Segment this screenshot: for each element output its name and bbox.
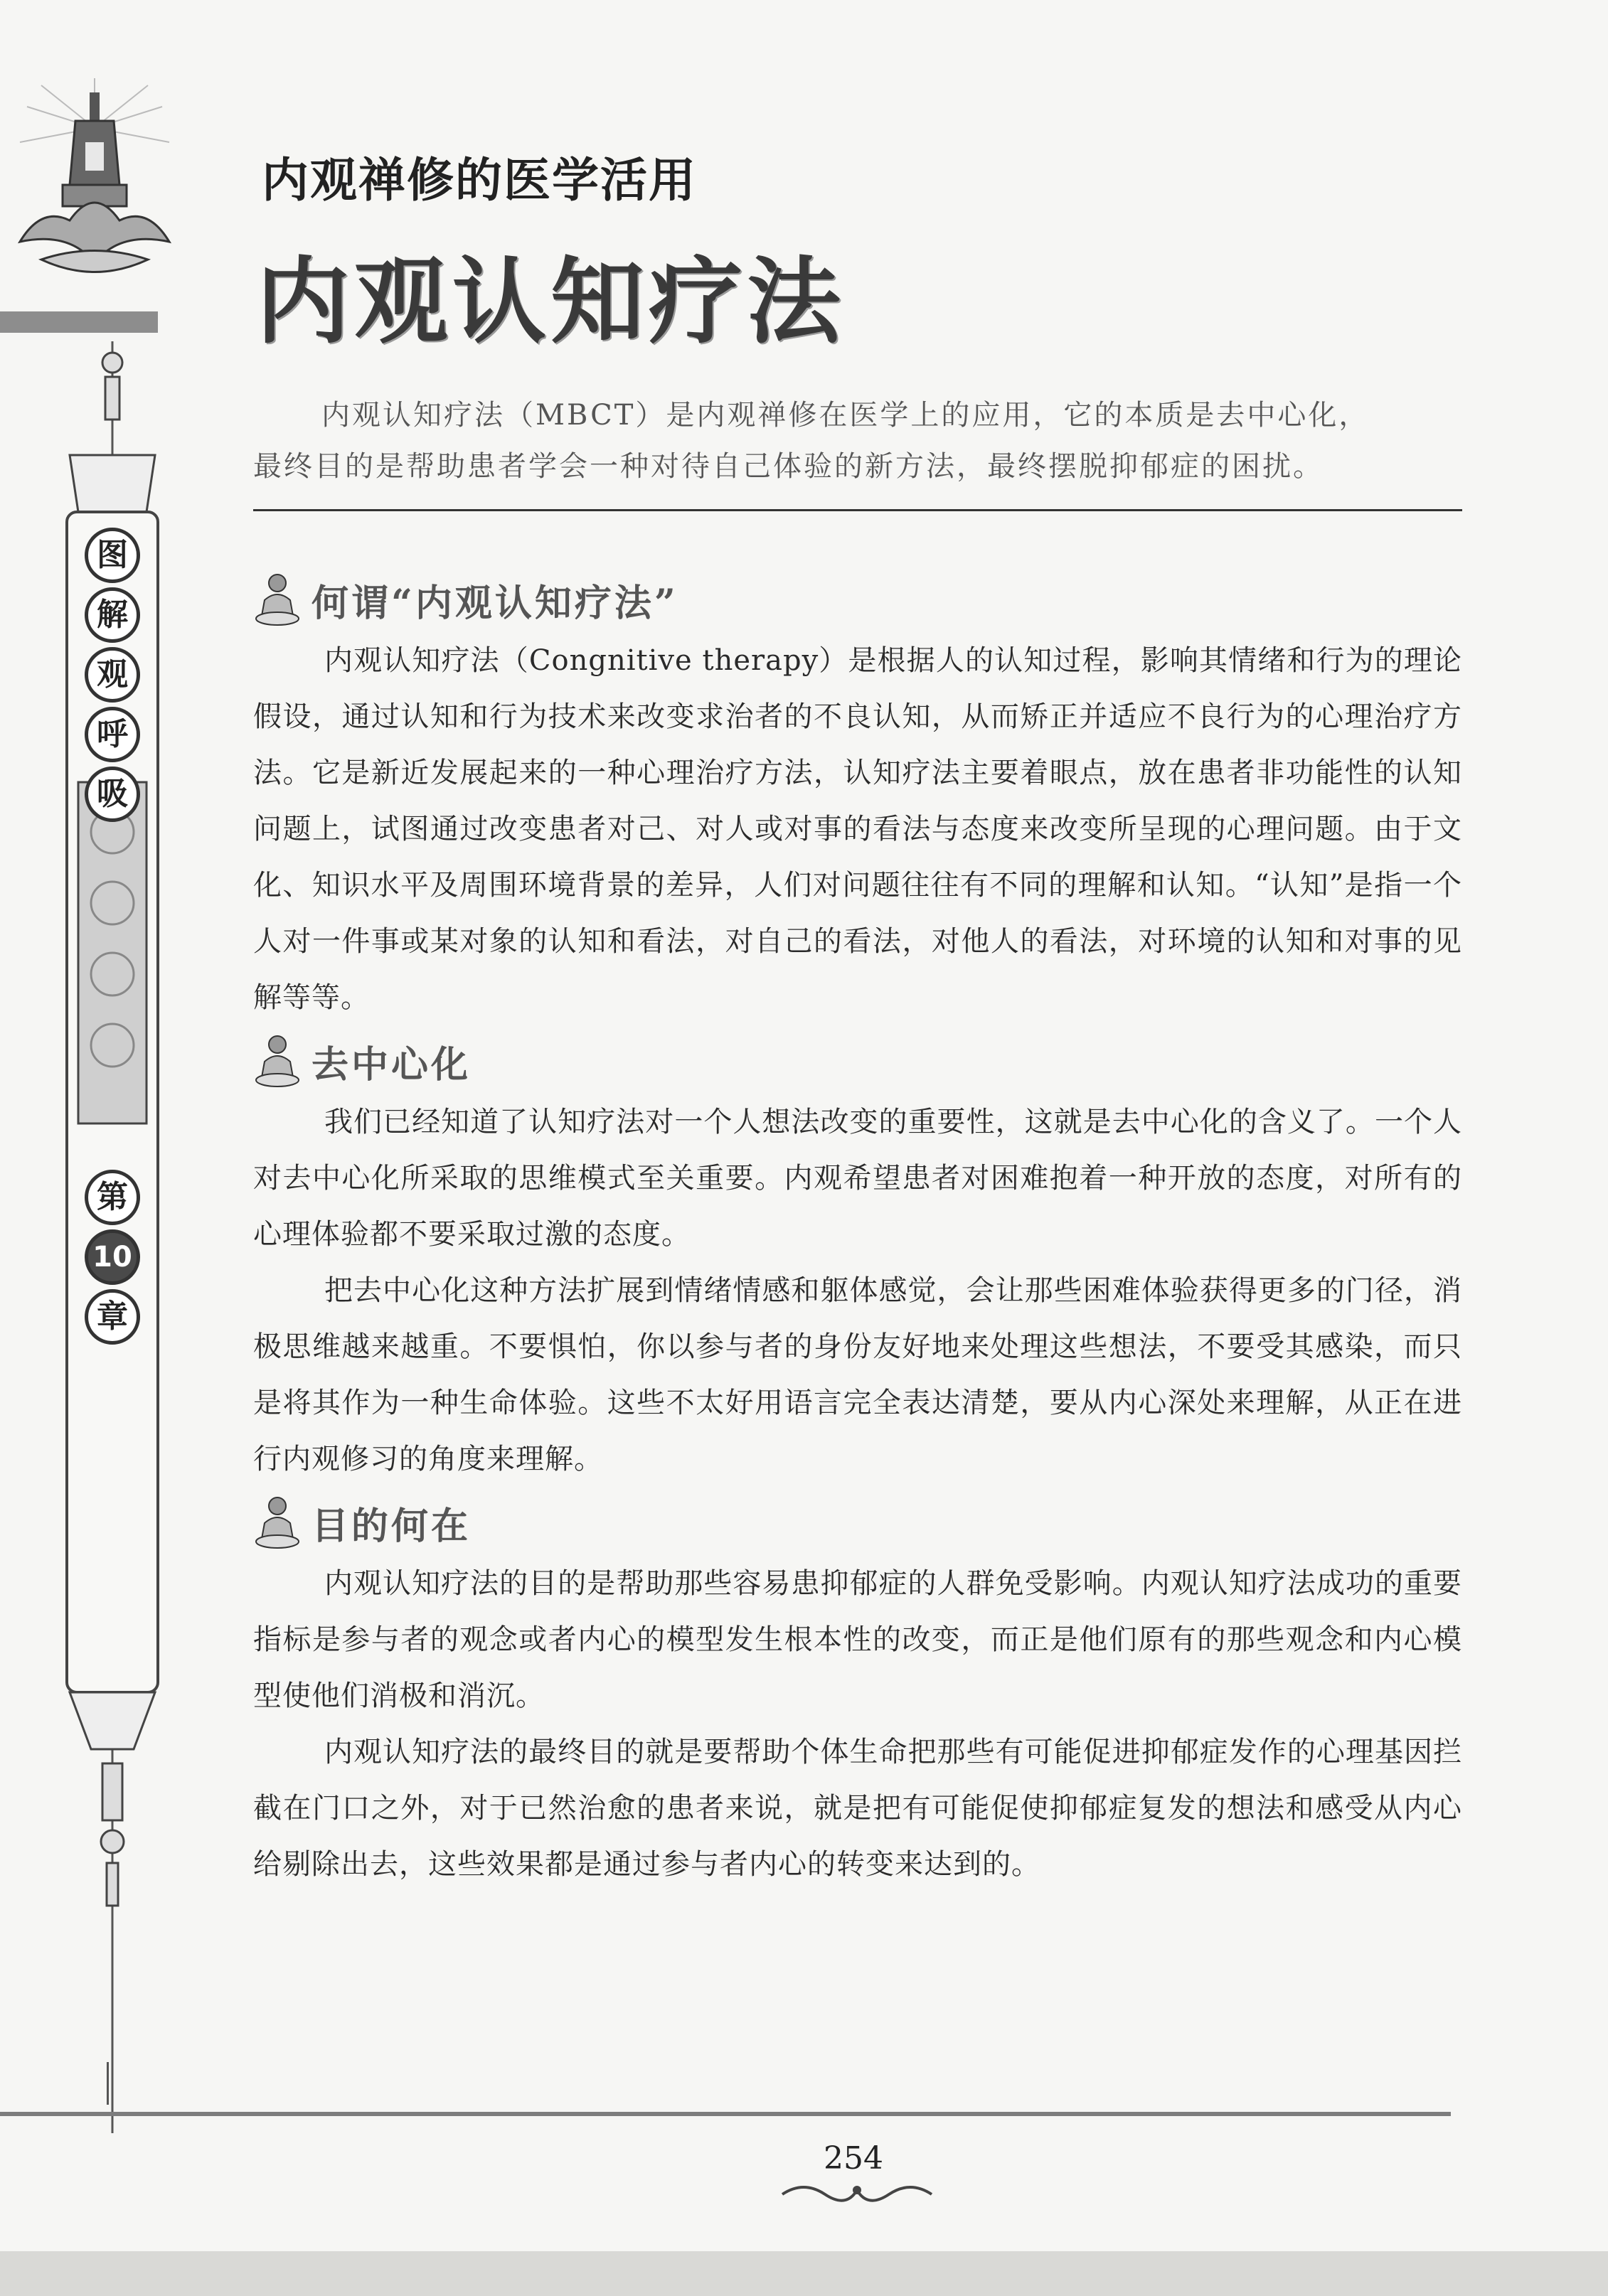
chapter-number: 10: [85, 1229, 140, 1285]
sidebar-char-2: 解: [85, 587, 140, 643]
paragraph: 内观认知疗法的最终目的就是要帮助个体生命把那些有可能促进抑郁症发作的心理基因拦截在门口之外，对于已然治愈的患者来说，就是把有可能促使抑郁症复发的想法和感受从内心给剔除出去，这些效果都是通过参与者内心的转变来达到的。: [253, 1736, 1462, 1881]
sidebar-char-4: 呼: [85, 707, 140, 762]
page-title: 内观认知疗法: [256, 247, 845, 357]
intro-summary: [253, 390, 1462, 492]
sidebar-book-title: [84, 528, 141, 826]
sidebar-char-5: 吸: [85, 767, 140, 822]
sidebar-char-3: 观: [85, 647, 140, 703]
scan-bottom-edge: [0, 2251, 1608, 2296]
section-heading-purpose: [253, 1492, 1462, 1553]
left-accent-bar: [0, 311, 158, 333]
paragraph: 内观认知疗法的目的是帮助那些容易患抑郁症的人群免受影响。内观认知疗法成功的重要指标是参与者的观念或者内心的模型发生根本性的改变，而正是他们原有的那些观念和内心模型使他们消极和消沉。: [253, 1567, 1462, 1712]
page-number: 254: [824, 2140, 883, 2177]
footer-ornament-icon: [775, 2180, 939, 2209]
intro-line-2: 最终目的是帮助患者学会一种对待自己体验的新方法，最终摆脱抑郁症的困扰。: [253, 450, 1324, 483]
section-heading-text: 何谓“内观认知疗法”: [312, 581, 678, 625]
meditating-figure-icon: [253, 572, 302, 627]
footer-rule: [0, 2112, 1451, 2116]
left-vertical-rule: [107, 2062, 109, 2105]
section-heading-text: 去中心化: [312, 1042, 472, 1086]
paragraph: 把去中心化这种方法扩展到情绪情感和躯体感觉，会让那些困难体验获得更多的门径，消极思维越来越重。不要惧怕，你以参与者的身份友好地来处理这些想法，不要受其感染，而只是将其作为一种生命体验。这些不太好用语言完全表达清楚，要从内心深处来理解，从正在进行内观修习的角度来理解。: [253, 1274, 1462, 1475]
main-content: [253, 569, 1462, 1893]
section-heading-what-is: [253, 569, 1462, 630]
paragraph: 内观认知疗法（Congnitive therapy）是根据人的认知过程，影响其情绪和行为的理论假设，通过认知和行为技术来改变求治者的不良认知，从而矫正并适应不良行为的心理治疗方法。它是新近发展起来的一种心理治疗方法，认知疗法主要着眼点，放在患者非功能性的认知问题上，试图通过改变患者对己、对人或对事的看法与态度来改变所呈现的心理问题。由于文化、知识水平及周围环境背景的差异，人们对问题往往有不同的理解和认知。“认知”是指一个人对一件事或某对象的认知和看法，对自己的看法，对他人的看法，对环境的认知和对事的见解等等。: [253, 644, 1462, 1014]
page-subtitle: 内观禅修的医学活用: [262, 153, 697, 208]
chapter-badge: [84, 1170, 141, 1349]
chapter-suffix: 章: [85, 1289, 140, 1345]
paragraph: 我们已经知道了认知疗法对一个人想法改变的重要性，这就是去中心化的含义了。一个人对去中心化所采取的思维模式至关重要。内观希望患者对困难抱着一种开放的态度，对所有的心理体验都不要采取过激的态度。: [253, 1106, 1462, 1251]
chapter-prefix: 第: [85, 1170, 140, 1225]
intro-line-1: 内观认知疗法（MBCT）是内观禅修在医学上的应用，它的本质是去中心化，: [321, 399, 1370, 432]
section-heading-decentering: [253, 1030, 1462, 1091]
sidebar-char-1: 图: [85, 528, 140, 583]
section-heading-text: 目的何在: [312, 1504, 472, 1548]
intro-divider: [253, 509, 1462, 511]
meditating-figure-icon: [253, 1033, 302, 1089]
stupa-emblem-icon: [13, 78, 176, 292]
meditating-figure-icon: [253, 1495, 302, 1550]
